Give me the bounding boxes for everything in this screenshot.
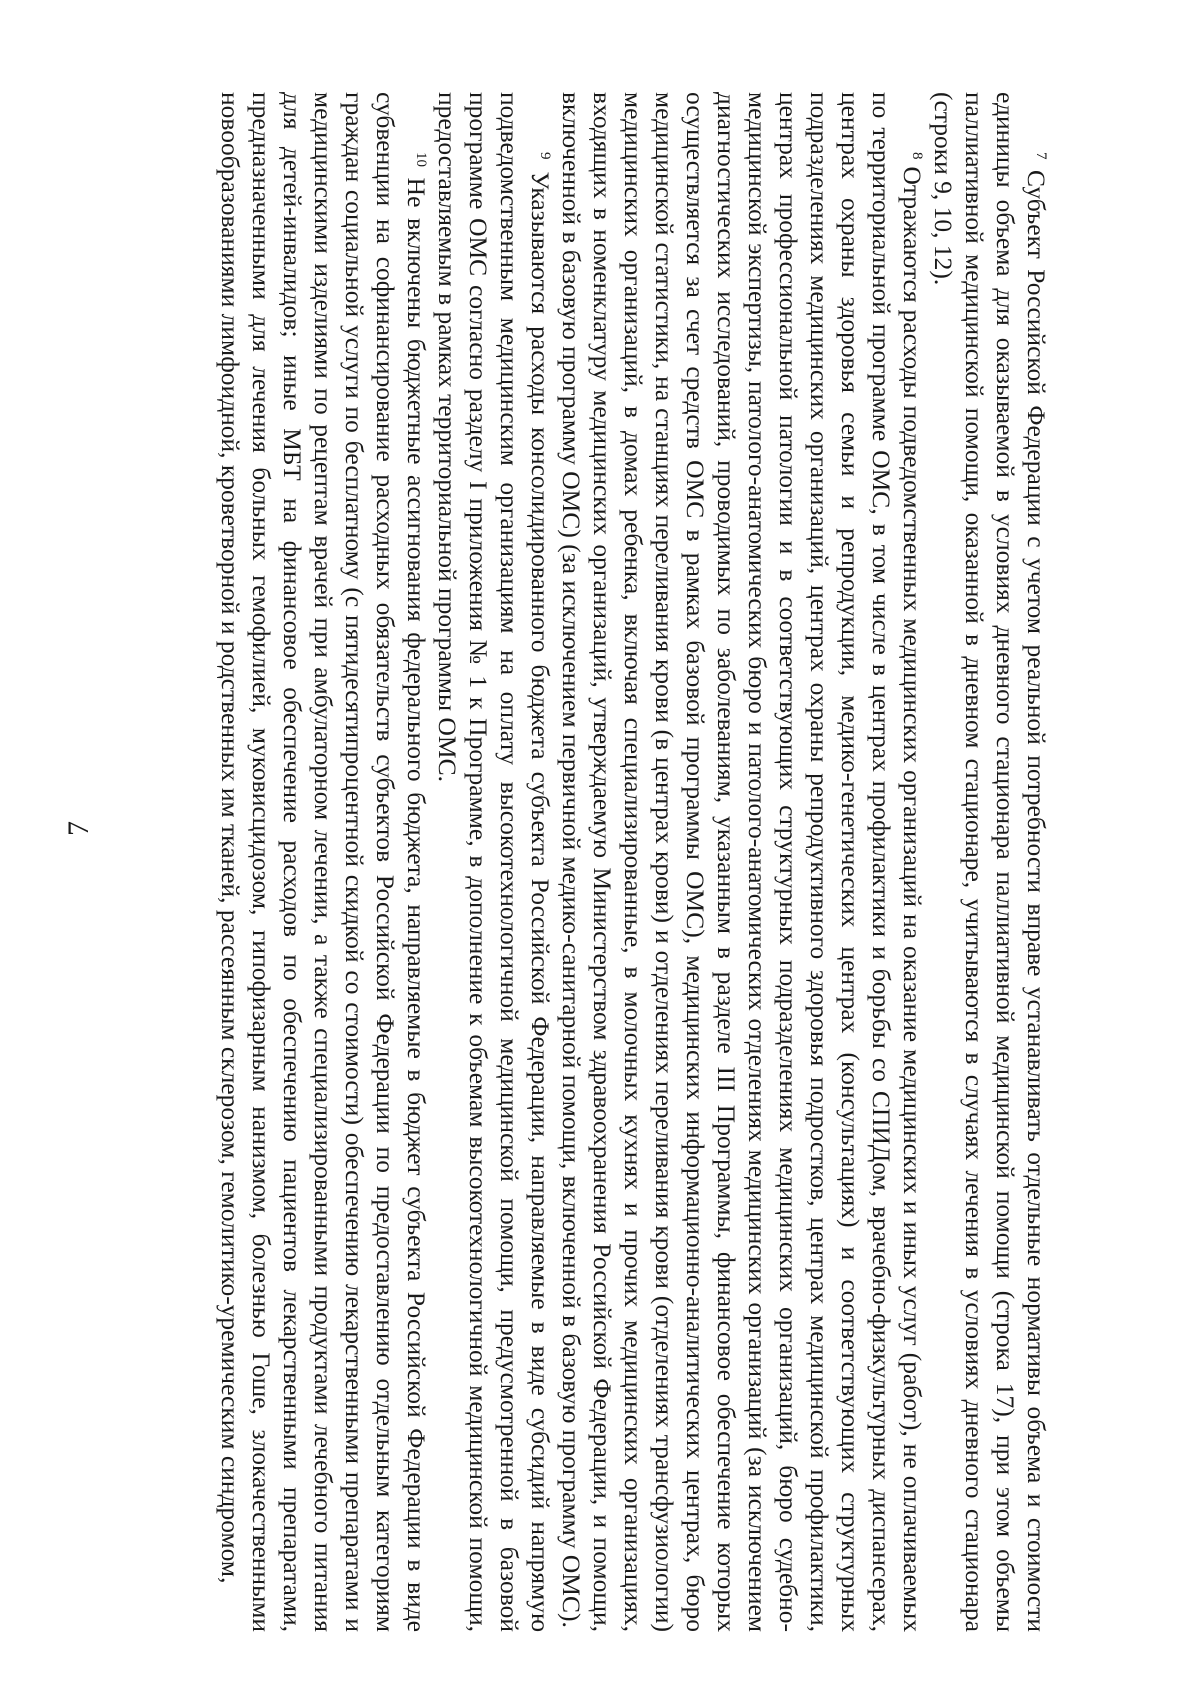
footnotes-block xyxy=(152,92,1052,1632)
footnote-text: Отражаются расходы подведомственных медицинских организаций на оказание медицинских и иных услуг (работ), не оплачиваемых по территориальной программе ОМС, в том числе в центрах профилактики и борьбы со СПИДом, врачебно-физкультурных диспансерах, центрах охраны здоровья семьи и репродукции, медико-генетических центрах (консультациях) и соответствующих структурных подразделениях медицинских организаций, центрах охраны репродуктивного здоровья подростков, центрах медицинской профилактики, центрах профессиональной патологии и в соответствующих структурных подразделениях медицинских организаций, бюро судебно-медицинской экспертизы, патолого-анатомических бюро и патолого-анатомических отделениях медицинских организаций (за исключением диагностических исследований, проводимых по заболеваниям, указанным в разделе III Программы, финансовое обеспечение которых осуществляется за счет средств ОМС в рамках базовой программы ОМС), медицинских информационно-аналитических центрах, бюро медицинской статистики, на станциях переливания крови (в центрах крови) и отделениях переливания крови (отделениях трансфузиологии) медицинских организаций, в домах ребенка, включая специализированные, в молочных кухнях и прочих медицинских организациях, входящих в номенклатуру медицинских организаций, утверждаемую Министерством здравоохранения Российской Федерации, и помощи, включенной в базовую программу ОМС) (за исключением первичной медико-санитарной помощи, включенной в базовую программу ОМС). xyxy=(557,92,927,1632)
page-number: 7 xyxy=(62,821,95,836)
footnote-text: Не включены бюджетные ассигнования федерального бюджета, направляемые в бюджет субъекта Российской Федерации в виде субвенции на софинансирование расходных обязательств субъектов Российской Федерации по предоставлению отдельным категориям граждан социальной услуги по бесплатному (с пятидесятипроцентной скидкой со стоимости) обеспечению лекарственными препаратами и медицинскими изделиями по рецептам врачей при амбулаторном лечении, а также специализированными продуктами лечебного питания для детей-инвалидов; иные МБТ на финансовое обеспечение расходов по обеспечению пациентов лекарственными препаратами, предназначенными для лечения больных гемофилией, муковисцидозом, гипофизарным нанизмом, болезнью Гоше, злокачественными новообразованиями лимфоидной, кроветворной и родственных им тканей, рассеянным склерозом, гемолитико-уремическим синдромом, xyxy=(216,92,431,1632)
footnote-marker: 7 xyxy=(1033,152,1049,160)
footnote-7 xyxy=(928,92,1052,1632)
footnote-marker: 9 xyxy=(537,152,553,160)
footnote-marker: 10 xyxy=(413,152,429,167)
footnote-9 xyxy=(432,92,556,1632)
footnote-text: Указываются расходы консолидированного бюджета субъекта Российской Федерации, направляемые в виде субсидий напрямую подведомственным медицинским организациям на оплату высокотехнологичной медицинской помощи, предусмотренной в базовой программе ОМС согласно разделу I приложения № 1 к Программе, в дополнение к объемам высокотехнологичной медицинской помощи, предоставляемым в рамках территориальной программы ОМС. xyxy=(433,92,555,1633)
footnote-10 xyxy=(215,92,432,1632)
footnote-marker: 8 xyxy=(909,152,925,160)
footnote-text: Субъект Российской Федерации с учетом реальной потребности вправе устанавливать отдельные нормативы объема и стоимости единицы объема для оказываемой в условиях дневного стационара паллиативной медицинской помощи (строка 17), при этом объемы паллиативной медицинской помощи, оказанной в дневном стационаре, учитываются в случаях лечения в условиях дневного стационара (строки 9, 10, 12). xyxy=(929,92,1051,1633)
footnote-8 xyxy=(556,92,928,1632)
